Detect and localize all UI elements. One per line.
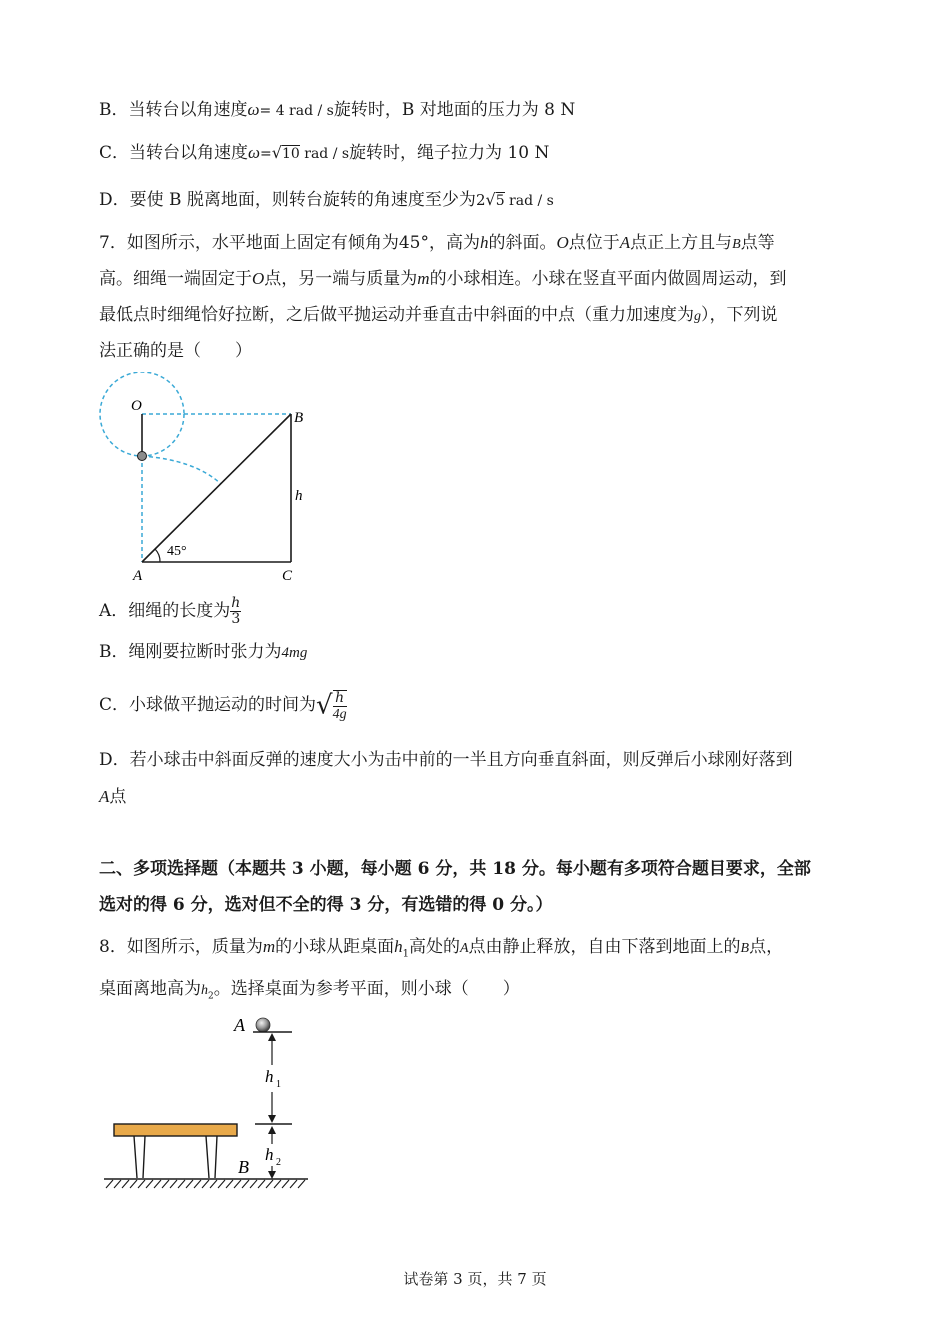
label-b: B (294, 410, 304, 426)
ball (138, 452, 147, 461)
q6-option-b: B．当转台以角速度ω= 4 rad / s旋转时，B 对地面的压力为 8 N (99, 100, 576, 120)
table-top (114, 1124, 237, 1136)
svg-text:2: 2 (276, 1157, 281, 1168)
label-b: B (238, 1157, 249, 1177)
svg-text:1: 1 (276, 1079, 281, 1090)
q7-option-d-line2: A点 (99, 787, 127, 807)
label-o: O (131, 398, 142, 414)
label-h: h (295, 488, 303, 504)
q8-stem-line1: 8．如图所示，质量为m的小球从距桌面$h_1$高处的A点由静止释放，自由下落到地面上的B点， (99, 937, 784, 960)
section2-heading-line1: 二、多项选择题（本题共 3 小题，每小题 6 分，共 18 分。每小题有多项符合题目要求，全部 (99, 859, 811, 879)
label-h1: h (265, 1067, 274, 1086)
q8-figure (100, 1010, 315, 1195)
q7-stem-line4: 法正确的是（ ） (99, 341, 252, 361)
table-leg-left (134, 1136, 145, 1178)
q7-figure (95, 372, 315, 587)
angle-arc (155, 549, 160, 562)
q7-option-b: B．绳刚要拉断时张力为4mg (99, 642, 308, 662)
section2-heading-line2: 选对的得 6 分，选对但不全的得 3 分，有选错的得 0 分。） (99, 895, 553, 915)
label-angle: 45° (167, 544, 187, 559)
ground-hatching (106, 1180, 305, 1188)
label-h2: h (265, 1145, 274, 1164)
sqrt-5: √5 (485, 190, 505, 209)
q7-stem-line3: 最低点时细绳恰好拉断，之后做平抛运动并垂直击中斜面的中点（重力加速度为g），下列说 (99, 305, 778, 325)
sqrt-10: √10 (271, 143, 300, 162)
q7-stem-line1: 7．如图所示，水平地面上固定有倾角为45°，高为h的斜面。O点位于A点正上方且与B点等 (99, 233, 775, 253)
q7-option-c: C．小球做平抛运动的时间为√ $\frac{h}{4g}$ (99, 689, 347, 722)
table-leg-right (206, 1136, 217, 1178)
label-a: A (133, 568, 143, 584)
q8-stem-line2: 桌面离地高为$h_2$。选择桌面为参考平面，则小球（ ） (99, 979, 520, 1002)
q7-stem-line2: 高。细绳一端固定于O点，另一端与质量为m的小球相连。小球在竖直平面内做圆周运动，到 (99, 269, 787, 289)
q6-option-d: D．要使 B 脱离地面，则转台旋转的角速度至少为2√5 rad / s (99, 188, 554, 213)
trajectory-curve (142, 456, 221, 484)
ball (256, 1018, 270, 1032)
sqrt-h-over-4g: √ $\frac{h}{4g}$ (316, 689, 347, 722)
page-footer: 试卷第 3 页，共 7 页 (403, 1270, 547, 1288)
slope (142, 414, 291, 562)
q6-option-c: C．当转台以角速度ω=√10 rad / s旋转时，绳子拉力为 10 N (99, 141, 549, 166)
label-c: C (282, 568, 293, 584)
label-a: A (234, 1015, 245, 1035)
q7-option-a: A．细绳的长度为 $\frac{h}{3}$ (99, 595, 241, 627)
q7-option-d-line1: D．若小球击中斜面反弹的速度大小为击中前的一半且方向垂直斜面，则反弹后小球刚好落到 (99, 750, 793, 770)
fraction-h-over-3: $\frac{h}{3}$ (231, 595, 241, 627)
